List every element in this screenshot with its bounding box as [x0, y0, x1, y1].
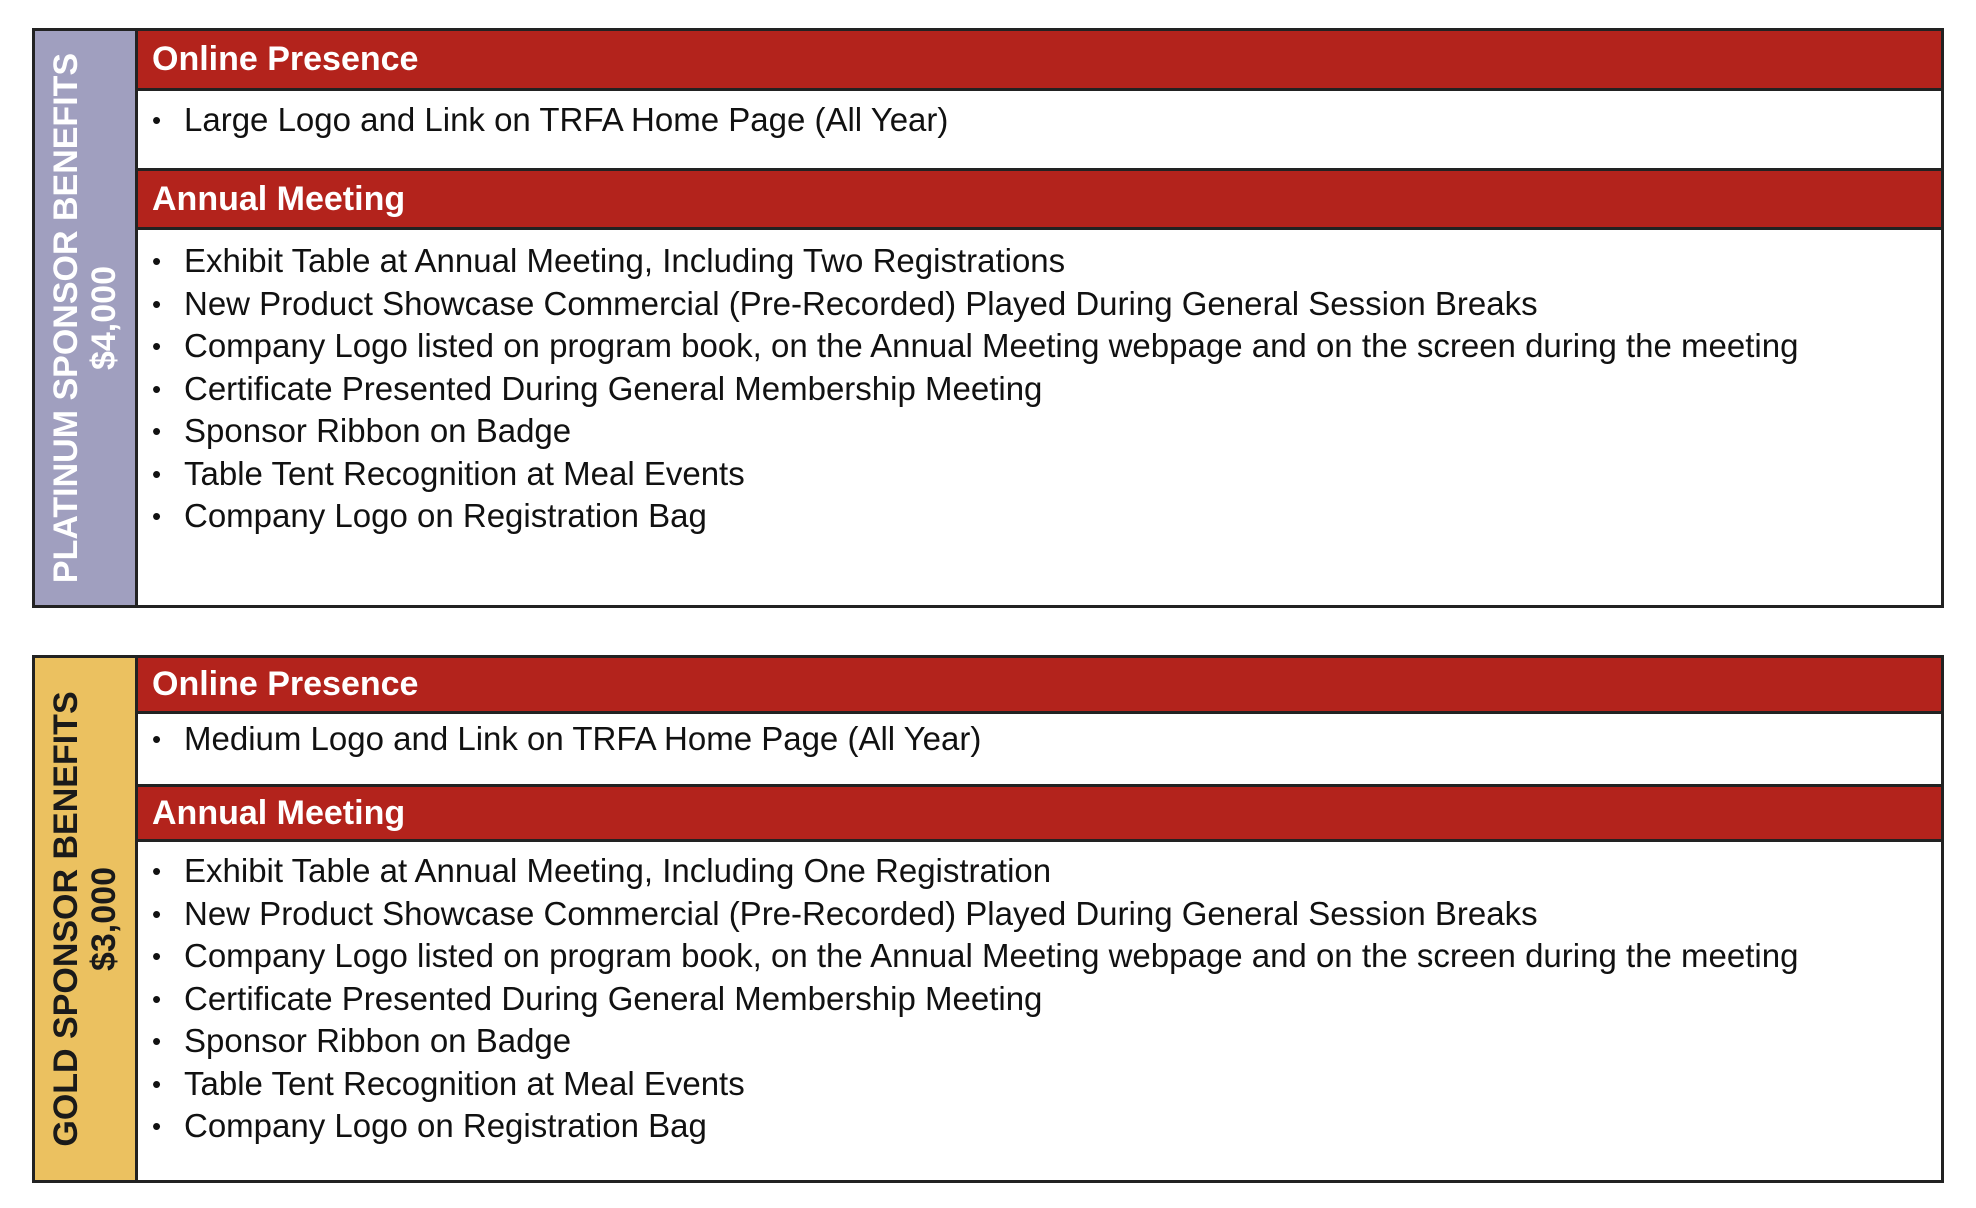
platinum-price: $4,000 — [85, 266, 123, 371]
list-item: • Exhibit Table at Annual Meeting, Including One Registration — [152, 850, 1941, 893]
platinum-side-label — [35, 31, 138, 605]
list-item: • Company Logo on Registration Bag — [152, 1105, 1941, 1148]
gold-side-text — [47, 691, 123, 1146]
gold-content — [138, 658, 1941, 1180]
gold-title: GOLD SPONSOR BENEFITS — [47, 691, 85, 1147]
platinum-online-presence-body — [138, 91, 1941, 168]
platinum-sponsor-panel — [32, 28, 1944, 608]
platinum-side-text — [47, 53, 123, 583]
list-item: • New Product Showcase Commercial (Pre-Recorded) Played During General Session Breaks — [152, 283, 1941, 326]
list-item: • Sponsor Ribbon on Badge — [152, 410, 1941, 453]
list-item: • New Product Showcase Commercial (Pre-Recorded) Played During General Session Breaks — [152, 893, 1941, 936]
gold-annual-meeting-body — [138, 842, 1941, 1180]
list-item: • Company Logo on Registration Bag — [152, 495, 1941, 538]
list-item: • Medium Logo and Link on TRFA Home Page (All Year) — [152, 718, 1941, 761]
gold-sponsor-panel — [32, 655, 1944, 1183]
list-item: • Company Logo listed on program book, on the Annual Meeting webpage and on the screen during the meeting — [152, 935, 1941, 978]
gold-annual-meeting-list — [152, 850, 1941, 1148]
gold-side-label — [35, 658, 138, 1180]
gold-online-presence-header: Online Presence — [138, 658, 1941, 714]
list-item: • Exhibit Table at Annual Meeting, Including Two Registrations — [152, 240, 1941, 283]
platinum-title: PLATINUM SPONSOR BENEFITS — [47, 52, 85, 584]
list-item: • Large Logo and Link on TRFA Home Page (All Year) — [152, 99, 1941, 142]
platinum-annual-meeting-header: Annual Meeting — [138, 168, 1941, 230]
platinum-content — [138, 31, 1941, 605]
gold-price: $3,000 — [85, 867, 123, 972]
platinum-online-presence-list — [152, 99, 1941, 142]
gold-online-presence-body — [138, 714, 1941, 784]
gold-annual-meeting-header: Annual Meeting — [138, 784, 1941, 842]
list-item: • Table Tent Recognition at Meal Events — [152, 453, 1941, 496]
gold-online-presence-list — [152, 718, 1941, 761]
list-item: • Certificate Presented During General Membership Meeting — [152, 978, 1941, 1021]
list-item: • Company Logo listed on program book, on the Annual Meeting webpage and on the screen during the meeting — [152, 325, 1941, 368]
platinum-online-presence-header: Online Presence — [138, 31, 1941, 91]
list-item: • Table Tent Recognition at Meal Events — [152, 1063, 1941, 1106]
list-item: • Sponsor Ribbon on Badge — [152, 1020, 1941, 1063]
list-item: • Certificate Presented During General Membership Meeting — [152, 368, 1941, 411]
platinum-annual-meeting-body — [138, 230, 1941, 605]
platinum-annual-meeting-list — [152, 240, 1941, 538]
